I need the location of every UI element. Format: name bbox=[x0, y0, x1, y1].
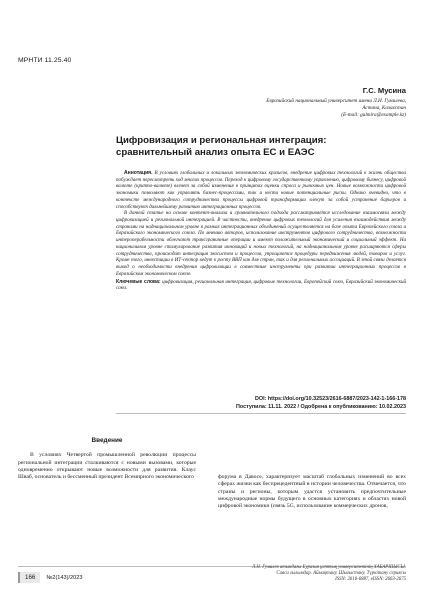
footer-left bbox=[18, 572, 83, 583]
keywords-label: Ключевые слова: bbox=[116, 278, 161, 285]
keywords-text: цифровизация, региональная интеграция, цифровые технологии, Европейский союз, Евразийский экономический союз. bbox=[116, 278, 406, 292]
title-line: Цифровизация и региональная интеграция: bbox=[116, 135, 327, 146]
intro-left-column bbox=[18, 437, 196, 481]
intro-paragraph: форума в Давосе, характеризует масштаб глобальных изменений во всех сферах жизни как беспрецедентный в истории человечества. Отмечается, что страны и регионы, которым удастся установить предпочтительные международные нормы будущего в основных категориях и областях новой цифровой экономики (связь 5G, использование коммерческих дронов, bbox=[218, 474, 406, 510]
affiliation-line: Евразийский национальный университет имени Л.Н. Гумилева, bbox=[266, 98, 406, 104]
keywords bbox=[116, 279, 406, 292]
abstract bbox=[116, 170, 406, 292]
author-name: Г.С. Мусина bbox=[362, 86, 406, 95]
abstract-paragraph bbox=[116, 170, 406, 210]
title-line: сравнительный анализ опыта ЕС и ЕАЭС bbox=[116, 147, 315, 158]
section-heading: Введение bbox=[91, 437, 123, 444]
issue-number: №2(143)/2023 bbox=[46, 574, 83, 581]
intro-right-column bbox=[218, 474, 406, 510]
article-title bbox=[116, 135, 376, 159]
intro-paragraph: В условиях Четвертой промышленной революции процессы региональной интеграции сталкиваются с новыми вызовами, которые одновременно открывают новые возможности для развития. Клаус Шваб, основатель и бессменный президент Всемирного экономического bbox=[18, 452, 196, 481]
submission-dates: Поступила: 11.11. 2022 / Одобрена к опубликованию: 10.02.2023 bbox=[236, 404, 406, 410]
author-email: (E-mail: gulmira@example.kz) bbox=[341, 112, 406, 119]
abstract-label: Аннотация. bbox=[124, 170, 153, 176]
author-block bbox=[106, 86, 406, 120]
doi-link[interactable]: DOI: https://doi.org/10.32523/2616-6887/2023-142-1-166-178 bbox=[254, 396, 406, 402]
affiliation-line: Астана, Казахстан bbox=[362, 105, 406, 112]
journal-info bbox=[196, 565, 406, 584]
journal-line: Л.Н. Гумилев атындағы Еуразия ұлттық университетінің ХАБАРШЫСЫ. bbox=[251, 565, 406, 570]
udc-code: МРНТИ 11.25.40 bbox=[18, 57, 72, 64]
page-number: 166 bbox=[18, 572, 40, 583]
author-affiliation bbox=[106, 98, 406, 120]
abstract-text: В условиях глобальных и локальных экономических кризисов, внедрение цифровых технологий в жизнь общества побуждает пересмотреть ход многих процессов. Переход к цифровому государственному управлению, цифровому бизнесу, цифровой валюте (крипто-валюте) влечет за собой изменения в принципах оценки спроса и рыночных цен. Новые возможности цифровой экономики позволяют как управлять бизнес-процессами, так и нести новые потенциальные риски. Однако очевидно, что в контексте международного сотрудничества процессы цифровой трансформации влекут за собой устранение барьеров и способствуют дальнейшему развитию интеграционных процессов. bbox=[116, 170, 406, 210]
abstract-paragraph: В данной статье на основе контент-анализа и сравнительного подхода рассматривается исследование взаимосвязи между цифровизацией и региональной интеграцией. В частности, внедрение цифровых технологий для усиления взаимодействия между странами на наднациональном уровне в рамках интеграционных объединений осуществляется на базе опыта Европейского союза и Евразийского экономического союза. По мнению авторов, использование инструментов цифрового сотрудничества, возможности интероперабельности облегчают трансграничные операции и имеют положительный экономический и социальный эффект. На национальном уровне стимулирование развития инноваций и новых технологий, на наднациональном уровне расширяются сферы сотрудничества, происходит интеграция экосистем и процессов, упрощаются процедуры передвижения людей, товаров и услуг. Кроме того, инвестиции в ИТ-сектор ведут к росту ВВП как для стран, так и для региональных ассоциаций. В этой связи делается вывод о необходимости внедрения цифровизации в совместные инструменты при развитии интеграционных процессов в Евразийском экономическом союзе. bbox=[116, 210, 406, 277]
journal-issn: ISSN: 2616-6887, eISSN: 2663-2675 bbox=[335, 577, 406, 583]
divider bbox=[116, 413, 406, 414]
doi-block bbox=[106, 395, 406, 411]
journal-line: Саяси ғылымдар. Аймақтану. Шығыстану. Түркітану сериясы bbox=[276, 571, 406, 577]
